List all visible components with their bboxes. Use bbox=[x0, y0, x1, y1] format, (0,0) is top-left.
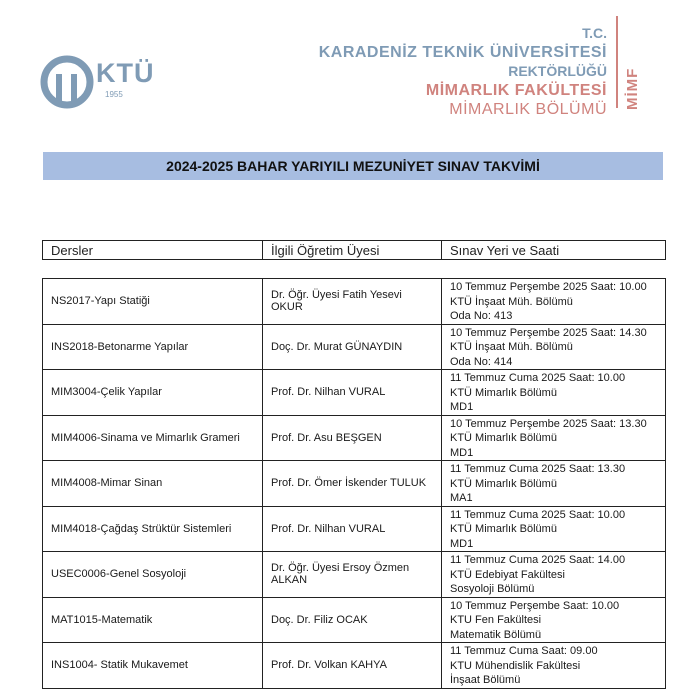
department-name: MİMARLIK BÖLÜMÜ bbox=[449, 101, 607, 118]
page-title: 2024-2025 BAHAR YARIYILI MEZUNİYET SINAV TAKVİMİ bbox=[43, 152, 663, 180]
course-cell: MIM4006-Sinama ve Mimarlık Grameri bbox=[43, 415, 263, 461]
instructor-line: Doç. Dr. Filiz OCAK bbox=[271, 613, 368, 626]
logo-year: 1955 bbox=[105, 90, 123, 99]
header-divider bbox=[616, 16, 618, 108]
instructor-cell bbox=[263, 643, 442, 689]
place-line: 11 Temmuz Cuma 2025 Saat: 14.00 bbox=[450, 554, 626, 566]
rectorate-label: REKTÖRLÜĞÜ bbox=[508, 63, 607, 79]
place-line: 10 Temmuz Perşembe 2025 Saat: 14.30 bbox=[450, 326, 647, 339]
instructor-line: Prof. Dr. Nilhan VURAL bbox=[271, 386, 386, 399]
place-line: MD1 bbox=[450, 401, 474, 413]
instructor-cell bbox=[263, 370, 442, 416]
place-line: 11 Temmuz Cuma 2025 Saat: 10.00 bbox=[450, 508, 626, 521]
place-line: KTÜ İnşaat Müh. Bölümü bbox=[450, 295, 573, 308]
place-line: Oda No: 414 bbox=[450, 355, 513, 368]
place-line: KTÜ İnşaat Müh. Bölümü bbox=[450, 341, 573, 353]
column-header-courses: Dersler bbox=[43, 241, 263, 260]
place-line: MD1 bbox=[450, 446, 474, 459]
place-time-cell bbox=[442, 324, 666, 370]
column-header-place-time: Sınav Yeri ve Saati bbox=[442, 241, 666, 260]
place-line: KTÜ Mimarlık Bölümü bbox=[450, 523, 557, 535]
course-cell: MIM4018-Çağdaş Strüktür Sistemleri bbox=[43, 506, 263, 552]
place-line: MD1 bbox=[450, 537, 474, 550]
instructor-line: Prof. Dr. Nilhan VURAL bbox=[271, 522, 386, 535]
place-line: 11 Temmuz Cuma 2025 Saat: 10.00 bbox=[450, 372, 626, 384]
place-time-cell bbox=[442, 415, 666, 461]
institution-block bbox=[319, 24, 607, 119]
instructor-line: Doç. Dr. Murat GÜNAYDIN bbox=[271, 340, 403, 353]
instructor-cell bbox=[263, 597, 442, 643]
place-line: KTÜ Mimarlık Bölümü bbox=[450, 477, 557, 490]
table-row bbox=[43, 506, 666, 552]
instructor-cell bbox=[263, 461, 442, 507]
instructor-line: Prof. Dr. Volkan KAHYA bbox=[271, 659, 387, 672]
place-line: MA1 bbox=[450, 492, 473, 504]
place-line: Matematik Bölümü bbox=[450, 628, 542, 641]
course-cell: MIM4008-Mimar Sinan bbox=[43, 461, 263, 507]
instructor-cell bbox=[263, 324, 442, 370]
place-line: KTÜ Mimarlık Bölümü bbox=[450, 432, 557, 444]
logo-text: KTÜ bbox=[96, 58, 155, 88]
place-line: Oda No: 413 bbox=[450, 310, 513, 322]
place-line: KTU Mühendislik Fakültesi bbox=[450, 659, 581, 672]
ktu-logo bbox=[40, 52, 170, 114]
course-cell: INS1004- Statik Mukavemet bbox=[43, 643, 263, 689]
course-cell: MIM3004-Çelik Yapılar bbox=[43, 370, 263, 416]
instructor-line: Prof. Dr. Asu BEŞGEN bbox=[271, 431, 382, 444]
place-line: Sosyoloji Bölümü bbox=[450, 583, 535, 595]
table-row bbox=[43, 370, 666, 416]
instructor-line: Dr. Öğr. Üyesi Ersoy Özmen bbox=[271, 562, 410, 575]
faculty-abbr-box bbox=[624, 62, 646, 110]
column-header-table bbox=[42, 240, 666, 260]
place-line: İnşaat Bölümü bbox=[450, 674, 521, 686]
place-time-cell bbox=[442, 461, 666, 507]
column-header-instructor: İlgili Öğretim Üyesi bbox=[263, 241, 442, 260]
table-row bbox=[43, 461, 666, 507]
place-time-cell bbox=[442, 643, 666, 689]
instructor-cell bbox=[263, 506, 442, 552]
instructor-line: Dr. Öğr. Üyesi Fatih Yesevi bbox=[271, 289, 402, 302]
place-time-cell bbox=[442, 552, 666, 598]
tc-label: T.C. bbox=[582, 25, 607, 41]
table-row bbox=[43, 324, 666, 370]
instructor-cell bbox=[263, 279, 442, 325]
instructor-line: Prof. Dr. Ömer İskender TULUK bbox=[271, 477, 427, 490]
place-time-cell bbox=[442, 597, 666, 643]
ktu-emblem-icon bbox=[40, 54, 96, 110]
place-line: 10 Temmuz Perşembe 2025 Saat: 13.30 bbox=[450, 417, 647, 430]
place-line: 10 Temmuz Perşembe 2025 Saat: 10.00 bbox=[450, 281, 647, 293]
university-name: KARADENİZ TEKNİK ÜNİVERSİTESİ bbox=[318, 44, 607, 61]
instructor-cell bbox=[263, 415, 442, 461]
place-line: 11 Temmuz Cuma 2025 Saat: 13.30 bbox=[450, 463, 626, 475]
table-row bbox=[43, 552, 666, 598]
place-line: KTU Fen Fakültesi bbox=[450, 614, 542, 626]
place-line: KTÜ Edebiyat Fakültesi bbox=[450, 568, 565, 581]
course-cell: MAT1015-Matematik bbox=[43, 597, 263, 643]
course-cell: NS2017-Yapı Statiği bbox=[43, 279, 263, 325]
place-time-cell bbox=[442, 370, 666, 416]
place-time-cell bbox=[442, 506, 666, 552]
place-line: 10 Temmuz Perşembe Saat: 10.00 bbox=[450, 599, 620, 612]
table-row bbox=[43, 415, 666, 461]
table-row bbox=[43, 597, 666, 643]
exam-schedule-table bbox=[42, 278, 666, 689]
place-line: KTÜ Mimarlık Bölümü bbox=[450, 386, 557, 399]
instructor-cell bbox=[263, 552, 442, 598]
header-row bbox=[43, 241, 666, 260]
table-row bbox=[43, 643, 666, 689]
place-time-cell bbox=[442, 279, 666, 325]
course-cell: INS2018-Betonarme Yapılar bbox=[43, 324, 263, 370]
course-cell: USEC0006-Genel Sosyoloji bbox=[43, 552, 263, 598]
faculty-name: MİMARLIK FAKÜLTESİ bbox=[425, 82, 607, 99]
table-row bbox=[43, 279, 666, 325]
instructor-line: ALKAN bbox=[271, 574, 308, 587]
faculty-abbr: MİMF bbox=[624, 67, 641, 110]
place-line: 11 Temmuz Cuma Saat: 09.00 bbox=[450, 645, 598, 657]
instructor-line: OKUR bbox=[271, 301, 303, 314]
